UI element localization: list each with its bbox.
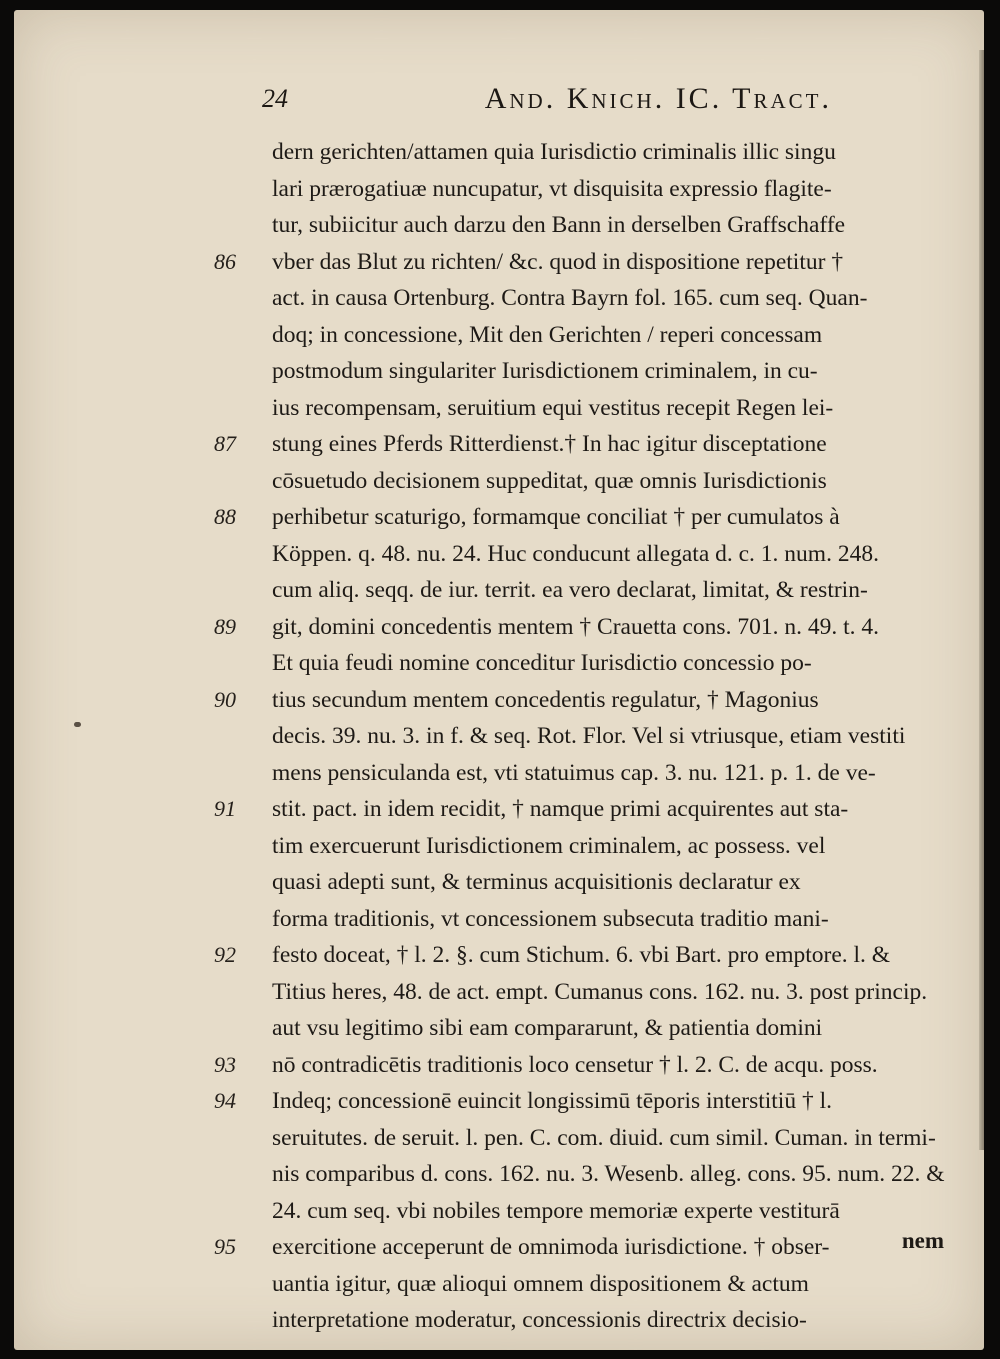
page-header (262, 76, 832, 116)
ink-spot (74, 722, 81, 727)
text-line: festo doceat, † l. 2. §. cum Stichum. 6. vbi Bart. pro emptore. l. & (272, 942, 891, 968)
text-line: decis. 39. nu. 3. in f. & seq. Rot. Flor. Vel si vtriusque, etiam vestiti (272, 723, 906, 749)
text-line: vber das Blut zu richten/ &c. quod in dispositione repetitur † (272, 248, 844, 275)
text-line: git, domini concedentis mentem † Crauetta cons. 701. n. 49. t. 4. (272, 613, 879, 640)
text-line: Indeq; concessionē euincit longissimū tēporis interstitiū † l. (272, 1088, 832, 1114)
margin-note-number: 89 (214, 613, 236, 639)
margin-note-number: 87 (214, 431, 236, 456)
text-line: perhibetur scaturigo, formamque conciliat † per cumulatos à (272, 504, 840, 530)
text-line: mens pensiculanda est, vti statuimus cap. 3. nu. 121. p. 1. de ve- (272, 759, 876, 786)
text-line: forma traditionis, vt concessionem subsecuta traditio mani- (272, 905, 829, 932)
margin-note-number: 93 (214, 1051, 236, 1077)
text-line: Titius heres, 48. de act. empt. Cumanus cons. 162. nu. 3. post princip. (272, 978, 928, 1005)
text-line: exercitione acceperunt de omnimoda iurisdictione. † obser- (272, 1234, 830, 1260)
text-line: nō contradicētis traditionis loco censetur † l. 2. C. de acqu. poss. (272, 1051, 878, 1078)
text-line: postmodum singulariter Iurisdictionem criminalem, in cu- (272, 358, 818, 384)
margin-note-number: 88 (214, 504, 236, 529)
text-line: Et quia feudi nomine conceditur Iurisdictio concessio po- (272, 650, 812, 676)
text-line: 24. cum seq. vbi nobiles tempore memoriæ experte vestiturā (272, 1197, 840, 1224)
text-line: dern gerichten/attamen quia Iurisdictio criminalis illic singu (272, 139, 836, 165)
text-line: stung eines Pferds Ritterdienst.† In hac igitur disceptatione (272, 431, 827, 457)
margin-note-number: 91 (214, 796, 236, 821)
margin-note-number: 95 (214, 1234, 236, 1259)
text-line: interpretatione moderatur, concessionis directrix decisio- (272, 1307, 807, 1333)
text-line: quasi adepti sunt, & terminus acquisitionis declaratur ex (272, 869, 801, 895)
margin-note-number: 94 (214, 1088, 236, 1113)
text-line: stit. pact. in idem recidit, † namque primi acquirentes aut sta- (272, 796, 849, 822)
text-line: Köppen. q. 48. nu. 24. Huc conducunt allegata d. c. 1. num. 248. (272, 540, 879, 567)
text-line: aut vsu legitimo sibi eam compararunt, & patientia domini (272, 1015, 823, 1041)
text-line: ius recompensam, seruitium equi vestitus recepit Regen lei- (272, 394, 834, 421)
text-line: act. in causa Ortenburg. Contra Bayrn fol. 165. cum seq. Quan- (272, 285, 868, 311)
book-page (14, 10, 984, 1350)
text-line: lari prærogatiuæ nuncupatur, vt disquisita expressio flagite- (272, 175, 832, 202)
text-line: doq; in concessione, Mit den Gerichten / reperi concessam (272, 321, 823, 348)
margin-note-number: 90 (214, 686, 236, 712)
text-line: tur, subiicitur auch darzu den Bann in derselben Graffschaffe (272, 212, 846, 238)
text-line: cum aliq. seqq. de iur. territ. ea vero declarat, limitat, & restrin- (272, 577, 868, 603)
text-line: tius secundum mentem concedentis regulatur, † Magonius (272, 686, 819, 713)
text-line: cōsuetudo decisionem suppeditat, quæ omnis Iurisdictionis (272, 467, 827, 494)
text-line: nis comparibus d. cons. 162. nu. 3. Wesenb. alleg. cons. 95. num. 22. & (272, 1161, 945, 1187)
catchword: nem (901, 1228, 944, 1253)
text-line: tim exercuerunt Iurisdictionem criminalem, ac possess. vel (272, 832, 826, 859)
running-title: And. Knich. IC. Tract. (484, 82, 832, 115)
margin-note-number: 92 (214, 942, 236, 967)
margin-note-number: 86 (214, 248, 236, 274)
text-line: seruitutes. de seruit. l. pen. C. com. diuid. cum simil. Cuman. in termi- (272, 1124, 936, 1151)
page-number: 24 (262, 84, 288, 113)
text-line: uantia igitur, quæ alioqui omnem dispositionem & actum (272, 1270, 809, 1297)
